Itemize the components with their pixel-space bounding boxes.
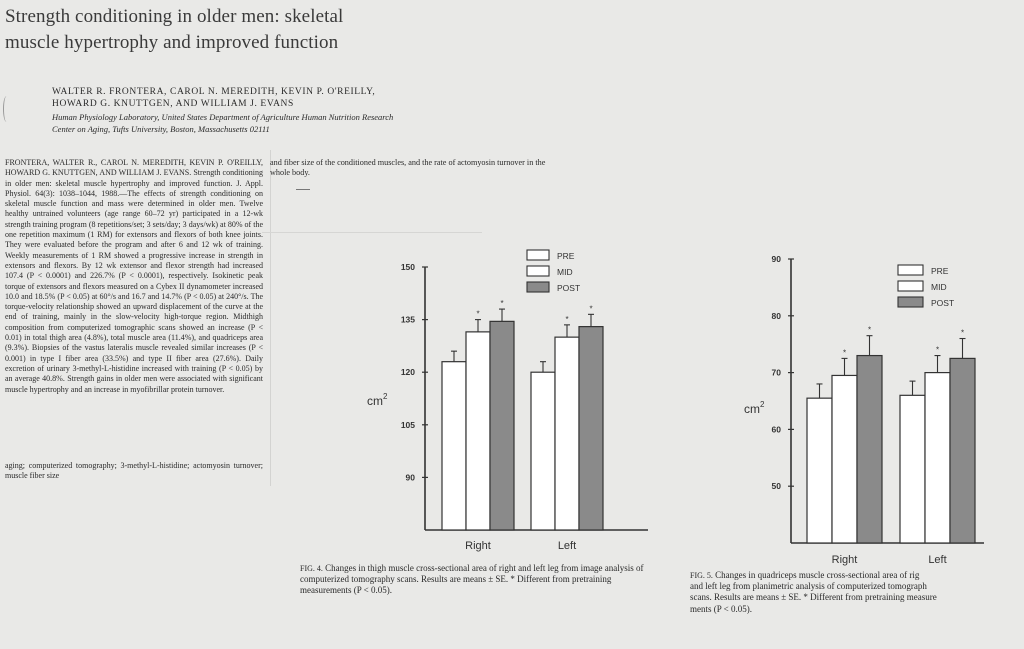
figure-4-caption-text: Changes in thigh muscle cross-sectional area of right and left leg from image analysis of computerized tomography scans. Results are means ± SE. * Different from pretraining measurements (P < 0.05).	[300, 563, 644, 596]
title-line-1: Strength conditioning in older men: skeletal	[5, 6, 344, 27]
bar-mid	[555, 337, 579, 530]
y-tick-label: 90	[405, 472, 415, 483]
y-tick-label: 60	[771, 424, 781, 435]
legend-label-post: POST	[931, 298, 955, 308]
bar-post	[950, 358, 975, 543]
significance-marker: *	[867, 325, 872, 335]
significance-marker: *	[500, 299, 504, 309]
legend-swatch-mid	[898, 281, 923, 291]
figure-5-caption-line-1: Changes in quadriceps muscle cross-sectional area of rig	[715, 570, 920, 580]
affiliation-line-1: Human Physiology Laboratory, United States Department of Agriculture Human Nutrition Research	[52, 112, 394, 122]
x-category-label: Left	[557, 540, 577, 552]
figure-5-caption-line-4: ments (P < 0.05).	[690, 603, 752, 614]
abstract-text: FRONTERA, WALTER R., CAROL N. MEREDITH, KEVIN P. O'REILLY, HOWARD G. KNUTTGEN, AND WILLIAM J. EVANS. Strength conditioning in older men: skeletal muscle hypertrophy and improved function. J. Appl. Physiol. 64(3): 1038–1044, 1988.—The effects of strength conditioning on skeletal muscle function and mass were determined in older men. Twelve healthy untrained volunteers (age range 60–72 yr) participated in a 12-wk strength training program (8 repetitions/set; 3 sets/day; 3 days/wk) at 80% of the one repetition maximum (1 RM) for extensors and flexors of both knee joints. They were evaluated before the program and after 6 and 12 wk of training. Weekly measurements of 1 RM showed a progressive increase in strength in extensors and flexors. By 12 wk extensor and flexor strength had increased 107.4 (P < 0.0001) and 226.7% (P < 0.0001), respectively. Isokinetic peak torque of extensors and flexors measured on a Cybex II dynamometer increased 10.0 and 18.5% (P < 0.05) at 60°/s and 16.7 and 14.7% (P < 0.05) at 240°/s. The torque-velocity relationship showed an upward displacement of the curve at the end of training, mainly in the slow-velocity high-torque region. Midthigh composition from computerized tomographic scans showed an increase (P < 0.01) in total thigh area (4.8%), total muscle area (11.4%), and quadriceps area (9.3%). Biopsies of the vastus lateralis muscle revealed similar increases (P < 0.001) in type I fiber area (33.5%) and type II fiber area (27.6%). Daily excretion of urinary 3-methyl-L-histidine increased with training (P < 0.05) by an average 40.8%. Strength gains in older men were associated with significant muscle hypertrophy and an increase in myofibrillar protein turnover.	[5, 158, 263, 394]
y-tick-label: 135	[400, 314, 415, 325]
bar-pre	[900, 395, 925, 543]
y-tick-label: 80	[771, 310, 781, 321]
significance-marker: *	[589, 304, 593, 314]
affiliation-line-2: Center on Aging, Tufts University, Boston, Massachusetts 02111	[52, 124, 270, 134]
figure-5-caption-line-3: scans. Results are means ± SE. * Different from pretraining measure	[690, 592, 937, 603]
bar-pre	[531, 372, 555, 530]
authors-line-2: HOWARD G. KNUTTGEN, AND WILLIAM J. EVANS	[52, 99, 294, 109]
significance-marker: *	[842, 348, 847, 358]
legend-label-mid: MID	[557, 267, 573, 277]
legend-label-pre: PRE	[931, 266, 949, 276]
bar-mid	[925, 373, 950, 543]
significance-marker: *	[960, 328, 965, 338]
legend-label-mid: MID	[931, 282, 947, 292]
y-tick-label: 90	[771, 254, 781, 264]
legend-swatch-post	[527, 282, 549, 292]
authors-line-1: WALTER R. FRONTERA, CAROL N. MEREDITH, KEVIN P. O'REILLY,	[52, 87, 376, 97]
y-tick-label: 70	[771, 367, 781, 378]
legend-swatch-pre	[527, 250, 549, 260]
legend-label-pre: PRE	[557, 251, 575, 261]
keywords-text: aging; computerized tomography; 3-methyl-L-histidine; actomyosin turnover; muscle fiber size	[5, 461, 263, 481]
legend-swatch-mid	[527, 266, 549, 276]
bar-pre	[807, 398, 832, 543]
legend-swatch-post	[898, 297, 923, 307]
bar-mid	[466, 332, 490, 530]
y-tick-label: 120	[400, 367, 415, 378]
x-category-label: Right	[465, 540, 491, 552]
significance-marker: *	[935, 345, 940, 355]
bar-post	[857, 356, 882, 543]
significance-marker: *	[476, 309, 480, 319]
x-category-label: Right	[831, 554, 858, 566]
figure-4-caption	[300, 563, 658, 597]
x-category-label: Left	[928, 554, 947, 566]
bar-pre	[442, 362, 466, 530]
y-tick-label: 50	[771, 481, 781, 492]
figure-5-caption	[690, 570, 1024, 615]
bar-post	[579, 327, 603, 530]
legend-label-post: POST	[557, 283, 581, 293]
body-text-continuation: and fiber size of the conditioned muscles, and the rate of actomyosin turnover in the whole body.	[270, 158, 546, 178]
figure-5-label: FIG. 5.	[690, 571, 713, 580]
bar-post	[490, 321, 514, 530]
significance-marker: *	[565, 314, 569, 324]
title-line-2: muscle hypertrophy and improved function	[5, 32, 339, 53]
y-axis-label: $cm^2$	[367, 392, 388, 408]
y-tick-label: 105	[400, 419, 415, 430]
legend-swatch-pre	[898, 265, 923, 275]
figure-4-label: FIG. 4.	[300, 564, 323, 573]
y-axis-label: $cm^2$	[744, 400, 765, 416]
bar-mid	[832, 375, 857, 543]
y-tick-label: 150	[400, 262, 415, 272]
figure-5-caption-line-2: and left leg from planimetric analysis of computerized tomograph	[690, 581, 927, 592]
